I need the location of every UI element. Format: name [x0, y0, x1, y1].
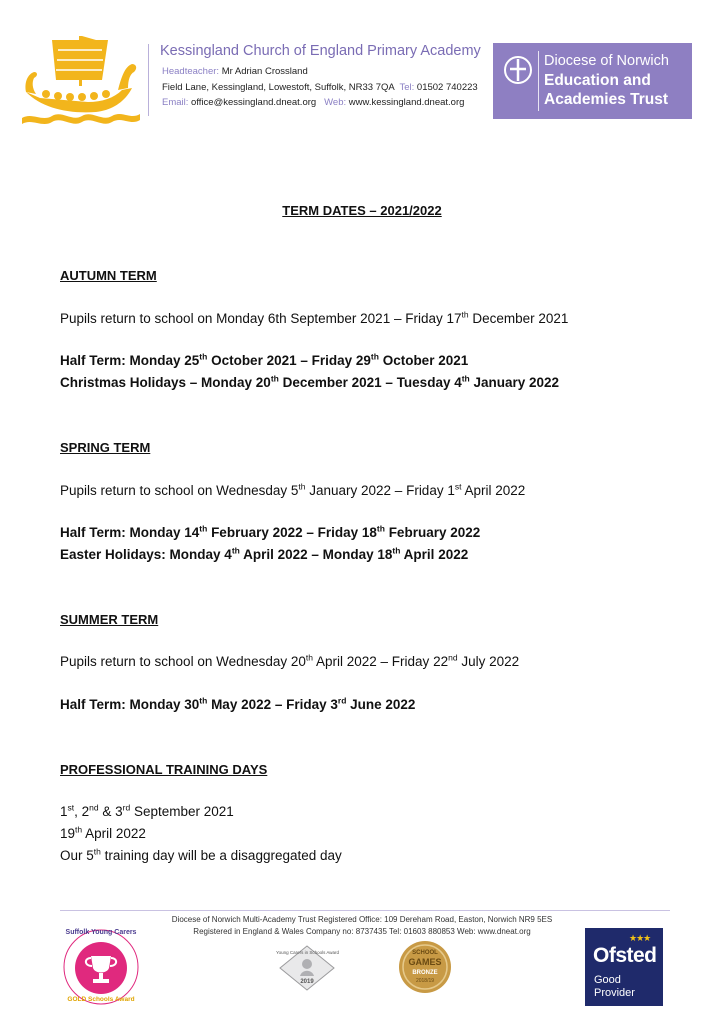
email-label: Email: — [162, 97, 189, 108]
school-logo-ship-icon — [22, 34, 140, 126]
footer-trust-address: Diocese of Norwich Multi-Academy Trust Registered Office: 109 Dereham Road, Easton, Norwich NR9 5ES — [171, 915, 553, 924]
easter-holidays: Easter Holidays: Monday 4th April 2022 – Monday 18th April 2022 — [60, 545, 469, 562]
contact-line — [162, 97, 464, 108]
school-email[interactable]: office@kessingland.dneat.org — [191, 97, 317, 108]
ycis-award-year: 2019 — [300, 979, 314, 985]
training-day-disaggregated: Our 5th training day will be a disaggregated day — [60, 846, 342, 863]
headteacher-label: Headteacher: — [162, 66, 220, 77]
footer-divider — [60, 910, 670, 911]
headteacher-line — [162, 66, 308, 77]
school-tel: 01502 740223 — [416, 82, 478, 93]
dnea-line-1: Diocese of Norwich — [544, 53, 669, 69]
dnea-separator — [538, 51, 539, 111]
dnea-line-2: Education and — [544, 72, 651, 89]
diocese-cross-icon — [503, 55, 533, 85]
ofsted-stars-icon: ★★★ — [629, 933, 651, 943]
christmas-holidays: Christmas Holidays – Monday 20th December 2021 – Tuesday 4th January 2022 — [60, 373, 560, 390]
training-day-april: 19th April 2022 — [60, 824, 146, 841]
autumn-return-dates: Pupils return to school on Monday 6th September 2021 – Friday 17th December 2021 — [60, 309, 569, 326]
header-divider — [148, 44, 149, 116]
school-website[interactable]: www.kessingland.dneat.org — [348, 97, 465, 108]
young-carers-in-schools-award — [276, 944, 338, 992]
autumn-half-term: Half Term: Monday 25th October 2021 – Friday 29th October 2021 — [60, 351, 469, 368]
young-carers-badge-award: GOLD Schools Award — [67, 996, 135, 1003]
school-games-line-3: BRONZE — [412, 970, 438, 976]
school-games-year: 2018/19 — [415, 978, 435, 984]
training-days-heading: PROFESSIONAL TRAINING DAYS — [60, 762, 268, 777]
training-days-september: 1st, 2nd & 3rd September 2021 — [60, 802, 234, 819]
school-name: Kessingland Church of England Primary Academy — [160, 43, 481, 59]
address-line — [162, 82, 478, 93]
school-games-line-2: GAMES — [408, 957, 442, 967]
spring-return-dates: Pupils return to school on Wednesday 5th January 2022 – Friday 1st April 2022 — [60, 481, 526, 498]
web-label: Web: — [324, 97, 347, 108]
school-games-line-1: SCHOOL — [412, 950, 438, 956]
summer-return-dates: Pupils return to school on Wednesday 20th April 2022 – Friday 22nd July 2022 — [60, 652, 520, 669]
dnea-logo — [493, 43, 692, 119]
document-title: TERM DATES – 2021/2022 — [282, 203, 442, 218]
spring-term-heading: SPRING TERM — [60, 440, 151, 455]
ofsted-rating-line-2: Provider — [594, 987, 635, 999]
footer-registration: Registered in England & Wales Company no: 8737435 Tel: 01603 880853 Web: www.dneat.org — [193, 927, 531, 936]
headteacher-name: Mr Adrian Crossland — [221, 66, 308, 77]
school-games-bronze-badge — [398, 940, 452, 994]
young-carers-gold-badge — [62, 928, 140, 1006]
spring-half-term: Half Term: Monday 14th February 2022 – Friday 18th February 2022 — [60, 523, 481, 540]
ofsted-good-provider-logo — [585, 928, 663, 1006]
ofsted-rating-line-1: Good — [594, 974, 621, 986]
school-address: Field Lane, Kessingland, Lowestoft, Suffolk, NR33 7QA — [162, 82, 395, 93]
autumn-term-heading: AUTUMN TERM — [60, 268, 157, 283]
ycis-award-text: Young Carers in Schools Award — [276, 950, 340, 955]
young-carers-badge-title: Suffolk Young Carers — [65, 929, 137, 936]
tel-label: Tel: — [399, 82, 415, 93]
dnea-line-3: Academies Trust — [544, 91, 669, 108]
summer-half-term: Half Term: Monday 30th May 2022 – Friday 3rd June 2022 — [60, 695, 416, 712]
ofsted-name: Ofsted — [593, 944, 657, 967]
summer-term-heading: SUMMER TERM — [60, 612, 159, 627]
